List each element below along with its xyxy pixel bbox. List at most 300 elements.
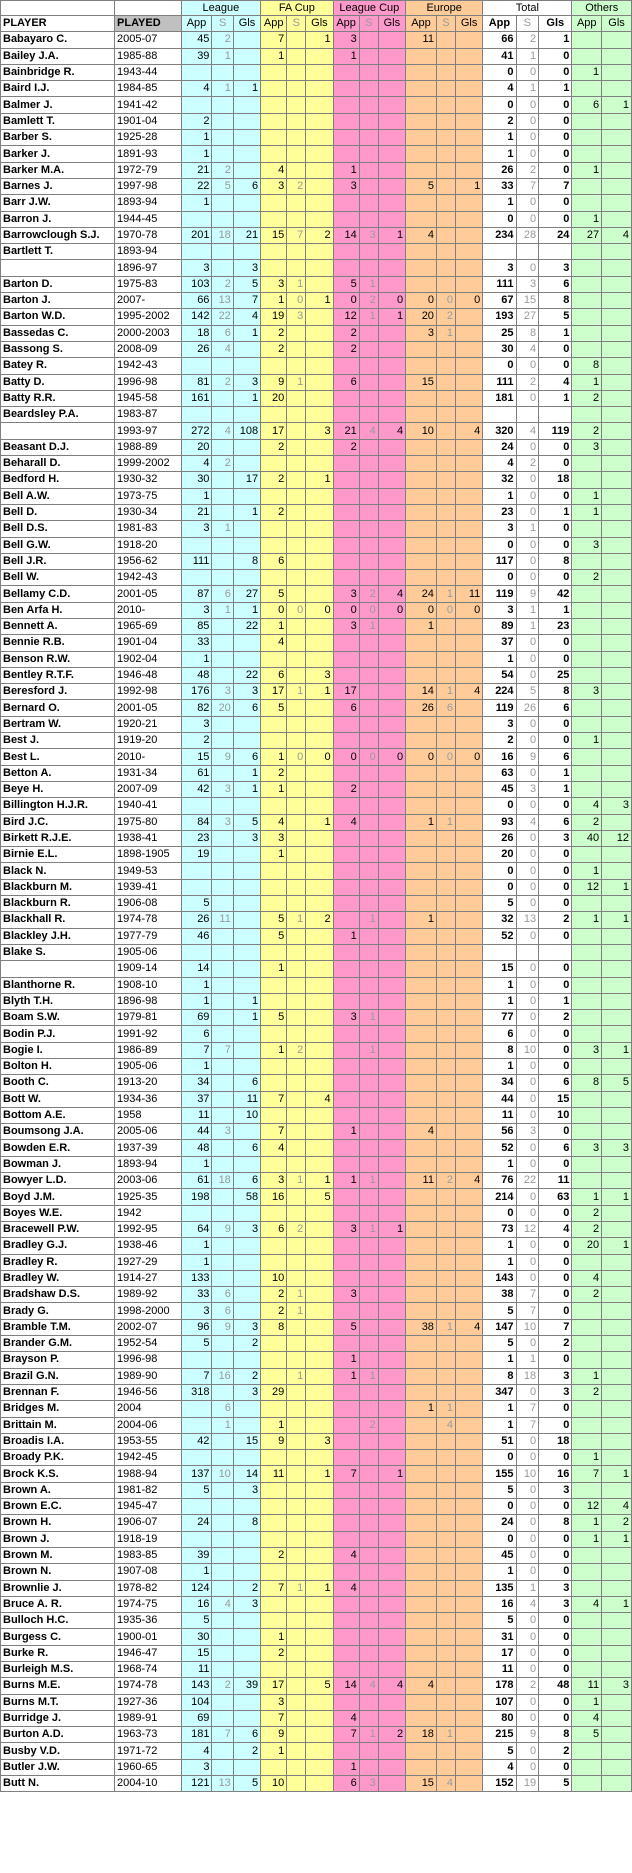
leaguecup-goals-cell xyxy=(378,521,405,537)
leaguecup-subs-cell xyxy=(359,472,378,488)
total-app-cell: 11 xyxy=(483,1107,516,1123)
europe-app-cell xyxy=(406,1759,437,1775)
facup-subs-cell xyxy=(287,553,306,569)
others-goals-cell xyxy=(602,276,632,292)
europe-goals-cell xyxy=(455,1254,482,1270)
league-goals-cell: 1 xyxy=(233,1010,260,1026)
played-years-cell: 1934-36 xyxy=(115,1091,182,1107)
leaguecup-subs-cell xyxy=(359,456,378,472)
league-subs-cell: 6 xyxy=(212,1401,233,1417)
table-row xyxy=(1,944,632,960)
leaguecup-subs-cell xyxy=(359,1613,378,1629)
facup-goals-cell: 2 xyxy=(306,912,333,928)
facup-goals-cell xyxy=(306,1221,333,1237)
others-goals-cell: 1 xyxy=(602,1189,632,1205)
facup-goals-cell xyxy=(306,896,333,912)
table-row xyxy=(1,879,632,895)
others-goals-cell xyxy=(602,716,632,732)
facup-subs-cell xyxy=(287,1010,306,1026)
played-years-cell: 1999-2002 xyxy=(115,456,182,472)
total-app-cell: 0 xyxy=(483,1205,516,1221)
facup-app-cell xyxy=(261,1238,287,1254)
facup-app-cell xyxy=(261,1107,287,1123)
leaguecup-subs-cell xyxy=(359,1303,378,1319)
others-goals-cell xyxy=(602,1727,632,1743)
total-subs-cell: 7 xyxy=(516,1303,539,1319)
total-subs-cell: 1 xyxy=(516,602,539,618)
header-lcup-s: S xyxy=(359,16,378,32)
europe-app-cell: 1 xyxy=(406,1401,437,1417)
played-years-cell: 1919-20 xyxy=(115,733,182,749)
total-goals-cell: 23 xyxy=(539,618,572,634)
total-goals-cell: 6 xyxy=(539,814,572,830)
leaguecup-goals-cell xyxy=(378,504,405,520)
table-row xyxy=(1,570,632,586)
league-goals-cell: 6 xyxy=(233,1727,260,1743)
played-years-cell: 2008-09 xyxy=(115,341,182,357)
others-app-cell: 4 xyxy=(572,1270,602,1286)
facup-subs-cell xyxy=(287,1091,306,1107)
facup-goals-cell xyxy=(306,309,333,325)
leaguecup-goals-cell: 0 xyxy=(378,293,405,309)
total-app-cell: 38 xyxy=(483,1287,516,1303)
facup-goals-cell xyxy=(306,1417,333,1433)
leaguecup-subs-cell xyxy=(359,1482,378,1498)
europe-subs-cell xyxy=(436,1042,455,1058)
others-goals-cell xyxy=(602,64,632,80)
played-years-cell: 1935-36 xyxy=(115,1613,182,1629)
others-app-cell: 4 xyxy=(572,798,602,814)
leaguecup-app-cell: 7 xyxy=(333,1727,359,1743)
table-row xyxy=(1,1319,632,1335)
others-goals-cell xyxy=(602,244,632,260)
others-goals-cell xyxy=(602,1091,632,1107)
league-app-cell: 1 xyxy=(181,195,212,211)
total-app-cell: 1 xyxy=(483,488,516,504)
played-years-cell: 1989-92 xyxy=(115,1287,182,1303)
others-goals-cell: 4 xyxy=(602,227,632,243)
table-row xyxy=(1,1661,632,1677)
player-name-cell: Burns M.E. xyxy=(1,1678,115,1694)
others-goals-cell xyxy=(602,847,632,863)
leaguecup-app-cell xyxy=(333,1433,359,1449)
total-goals-cell: 3 xyxy=(539,830,572,846)
total-goals-cell: 0 xyxy=(539,1645,572,1661)
facup-goals-cell: 1 xyxy=(306,1466,333,1482)
facup-subs-cell xyxy=(287,635,306,651)
leaguecup-app-cell xyxy=(333,961,359,977)
player-name-cell: Betton A. xyxy=(1,765,115,781)
total-app-cell: 1 xyxy=(483,651,516,667)
others-goals-cell xyxy=(602,1759,632,1775)
others-app-cell xyxy=(572,749,602,765)
leaguecup-goals-cell xyxy=(378,1613,405,1629)
leaguecup-app-cell xyxy=(333,1499,359,1515)
europe-app-cell xyxy=(406,1254,437,1270)
player-name-cell: Boyes W.E. xyxy=(1,1205,115,1221)
total-app-cell: 5 xyxy=(483,1743,516,1759)
league-goals-cell: 2 xyxy=(233,1336,260,1352)
facup-app-cell xyxy=(261,1515,287,1531)
total-app-cell: 0 xyxy=(483,1531,516,1547)
facup-subs-cell xyxy=(287,456,306,472)
leaguecup-subs-cell: 1 xyxy=(359,912,378,928)
table-row xyxy=(1,1678,632,1694)
league-goals-cell xyxy=(233,32,260,48)
league-goals-cell xyxy=(233,1645,260,1661)
leaguecup-app-cell xyxy=(333,211,359,227)
others-goals-cell xyxy=(602,341,632,357)
leaguecup-subs-cell xyxy=(359,1433,378,1449)
total-subs-cell: 0 xyxy=(516,1450,539,1466)
league-app-cell: 45 xyxy=(181,32,212,48)
player-name-cell: Barron J. xyxy=(1,211,115,227)
facup-subs-cell xyxy=(287,146,306,162)
player-name-cell: Bogie I. xyxy=(1,1042,115,1058)
facup-subs-cell xyxy=(287,341,306,357)
facup-app-cell: 4 xyxy=(261,635,287,651)
leaguecup-app-cell: 17 xyxy=(333,684,359,700)
total-app-cell: 1 xyxy=(483,993,516,1009)
europe-app-cell: 1 xyxy=(406,814,437,830)
played-years-cell: 1974-78 xyxy=(115,1678,182,1694)
played-years-cell: 1986-89 xyxy=(115,1042,182,1058)
table-body xyxy=(1,32,632,1792)
total-subs-cell: 27 xyxy=(516,309,539,325)
total-subs-cell: 4 xyxy=(516,814,539,830)
facup-app-cell: 9 xyxy=(261,1433,287,1449)
others-app-cell xyxy=(572,1743,602,1759)
player-name-cell: Blyth T.H. xyxy=(1,993,115,1009)
others-app-cell xyxy=(572,309,602,325)
league-subs-cell: 3 xyxy=(212,1124,233,1140)
total-app-cell: 1 xyxy=(483,146,516,162)
others-goals-cell xyxy=(602,456,632,472)
league-app-cell: 30 xyxy=(181,472,212,488)
league-subs-cell xyxy=(212,1433,233,1449)
others-goals-cell xyxy=(602,32,632,48)
europe-app-cell xyxy=(406,1352,437,1368)
league-goals-cell: 3 xyxy=(233,1384,260,1400)
total-subs-cell: 0 xyxy=(516,765,539,781)
player-name-cell: Bertram W. xyxy=(1,716,115,732)
facup-goals-cell xyxy=(306,1629,333,1645)
total-app-cell: 119 xyxy=(483,700,516,716)
player-name-cell: Billington H.J.R. xyxy=(1,798,115,814)
leaguecup-subs-cell xyxy=(359,488,378,504)
europe-goals-cell xyxy=(455,1694,482,1710)
total-goals-cell: 8 xyxy=(539,553,572,569)
europe-app-cell: 0 xyxy=(406,749,437,765)
player-name-cell: Barber S. xyxy=(1,130,115,146)
total-subs-cell: 0 xyxy=(516,1336,539,1352)
total-goals-cell: 8 xyxy=(539,1515,572,1531)
group-header-total: Total xyxy=(483,1,572,16)
facup-subs-cell xyxy=(287,521,306,537)
league-goals-cell: 39 xyxy=(233,1678,260,1694)
leaguecup-subs-cell xyxy=(359,570,378,586)
league-subs-cell xyxy=(212,195,233,211)
others-app-cell: 12 xyxy=(572,1499,602,1515)
player-name-cell: Beardsley P.A. xyxy=(1,407,115,423)
facup-goals-cell xyxy=(306,1319,333,1335)
total-goals-cell: 0 xyxy=(539,879,572,895)
table-row xyxy=(1,1466,632,1482)
europe-subs-cell xyxy=(436,733,455,749)
played-years-cell: 1988-94 xyxy=(115,1466,182,1482)
league-subs-cell xyxy=(212,1205,233,1221)
total-app-cell: 67 xyxy=(483,293,516,309)
leaguecup-subs-cell xyxy=(359,374,378,390)
table-row xyxy=(1,162,632,178)
league-goals-cell: 3 xyxy=(233,1319,260,1335)
facup-subs-cell xyxy=(287,1238,306,1254)
league-goals-cell: 1 xyxy=(233,504,260,520)
total-goals-cell: 4 xyxy=(539,1221,572,1237)
leaguecup-subs-cell xyxy=(359,1743,378,1759)
leaguecup-app-cell xyxy=(333,244,359,260)
league-app-cell xyxy=(181,570,212,586)
total-goals-cell: 8 xyxy=(539,684,572,700)
total-goals-cell: 0 xyxy=(539,1450,572,1466)
leaguecup-app-cell xyxy=(333,1336,359,1352)
player-name-cell: Bassong S. xyxy=(1,341,115,357)
total-subs-cell: 26 xyxy=(516,700,539,716)
facup-app-cell: 7 xyxy=(261,1580,287,1596)
played-years-cell: 1925-35 xyxy=(115,1189,182,1205)
table-row xyxy=(1,1156,632,1172)
facup-goals-cell: 1 xyxy=(306,293,333,309)
table-row xyxy=(1,1710,632,1726)
player-name-cell: Brander G.M. xyxy=(1,1336,115,1352)
others-goals-cell xyxy=(602,700,632,716)
others-app-cell: 3 xyxy=(572,1042,602,1058)
others-goals-cell: 1 xyxy=(602,1531,632,1547)
others-goals-cell xyxy=(602,1270,632,1286)
others-app-cell xyxy=(572,651,602,667)
leaguecup-app-cell xyxy=(333,537,359,553)
table-row xyxy=(1,847,632,863)
europe-goals-cell xyxy=(455,1727,482,1743)
facup-goals-cell xyxy=(306,1547,333,1563)
league-subs-cell xyxy=(212,1384,233,1400)
played-years-cell: 1989-90 xyxy=(115,1368,182,1384)
europe-goals-cell xyxy=(455,1107,482,1123)
europe-subs-cell xyxy=(436,162,455,178)
total-goals-cell: 0 xyxy=(539,1401,572,1417)
leaguecup-app-cell xyxy=(333,407,359,423)
facup-goals-cell xyxy=(306,1613,333,1629)
europe-app-cell: 38 xyxy=(406,1319,437,1335)
others-app-cell xyxy=(572,1026,602,1042)
others-app-cell: 1 xyxy=(572,1368,602,1384)
others-app-cell xyxy=(572,1564,602,1580)
league-app-cell: 4 xyxy=(181,1743,212,1759)
europe-app-cell xyxy=(406,1075,437,1091)
leaguecup-goals-cell xyxy=(378,130,405,146)
facup-subs-cell: 1 xyxy=(287,1173,306,1189)
league-app-cell: 272 xyxy=(181,423,212,439)
others-goals-cell: 4 xyxy=(602,1499,632,1515)
player-name-cell: Bowyer L.D. xyxy=(1,1173,115,1189)
europe-subs-cell xyxy=(436,1694,455,1710)
others-app-cell xyxy=(572,928,602,944)
facup-app-cell xyxy=(261,195,287,211)
total-app-cell: 143 xyxy=(483,1270,516,1286)
total-goals-cell: 3 xyxy=(539,260,572,276)
others-app-cell xyxy=(572,1336,602,1352)
europe-app-cell xyxy=(406,146,437,162)
leaguecup-subs-cell xyxy=(359,1531,378,1547)
played-years-cell: 1981-82 xyxy=(115,1482,182,1498)
facup-subs-cell xyxy=(287,781,306,797)
league-app-cell xyxy=(181,407,212,423)
europe-subs-cell xyxy=(436,97,455,113)
leaguecup-app-cell: 4 xyxy=(333,1580,359,1596)
europe-subs-cell xyxy=(436,1710,455,1726)
league-subs-cell xyxy=(212,1613,233,1629)
leaguecup-app-cell xyxy=(333,1613,359,1629)
leaguecup-app-cell: 3 xyxy=(333,618,359,634)
leaguecup-subs-cell xyxy=(359,879,378,895)
others-app-cell xyxy=(572,896,602,912)
leaguecup-app-cell xyxy=(333,1482,359,1498)
europe-subs-cell xyxy=(436,211,455,227)
leaguecup-app-cell xyxy=(333,1564,359,1580)
leaguecup-subs-cell xyxy=(359,1450,378,1466)
europe-goals-cell: 0 xyxy=(455,293,482,309)
facup-subs-cell xyxy=(287,586,306,602)
europe-goals-cell xyxy=(455,1026,482,1042)
facup-app-cell xyxy=(261,863,287,879)
player-name-cell: Broadis I.A. xyxy=(1,1433,115,1449)
header-league-app: App xyxy=(181,16,212,32)
europe-app-cell xyxy=(406,1140,437,1156)
facup-goals-cell xyxy=(306,374,333,390)
leaguecup-goals-cell xyxy=(378,390,405,406)
league-app-cell: 26 xyxy=(181,912,212,928)
total-app-cell: 0 xyxy=(483,211,516,227)
europe-subs-cell xyxy=(436,1564,455,1580)
europe-goals-cell xyxy=(455,993,482,1009)
league-subs-cell: 1 xyxy=(212,81,233,97)
facup-goals-cell xyxy=(306,1042,333,1058)
total-goals-cell: 0 xyxy=(539,733,572,749)
total-app-cell: 1 xyxy=(483,1238,516,1254)
leaguecup-app-cell xyxy=(333,146,359,162)
others-app-cell xyxy=(572,407,602,423)
player-name-cell: Balmer J. xyxy=(1,97,115,113)
europe-subs-cell xyxy=(436,961,455,977)
facup-subs-cell xyxy=(287,1759,306,1775)
facup-app-cell xyxy=(261,1336,287,1352)
league-app-cell: 20 xyxy=(181,439,212,455)
others-app-cell xyxy=(572,781,602,797)
others-app-cell: 1 xyxy=(572,488,602,504)
europe-goals-cell xyxy=(455,765,482,781)
others-goals-cell xyxy=(602,1580,632,1596)
europe-app-cell xyxy=(406,113,437,129)
leaguecup-subs-cell xyxy=(359,896,378,912)
league-goals-cell: 3 xyxy=(233,260,260,276)
total-subs-cell: 0 xyxy=(516,1238,539,1254)
total-subs-cell: 0 xyxy=(516,977,539,993)
leaguecup-app-cell: 6 xyxy=(333,1776,359,1792)
europe-app-cell: 11 xyxy=(406,32,437,48)
others-app-cell: 4 xyxy=(572,1710,602,1726)
league-subs-cell: 16 xyxy=(212,1368,233,1384)
others-app-cell xyxy=(572,32,602,48)
league-goals-cell: 22 xyxy=(233,667,260,683)
others-goals-cell xyxy=(602,1482,632,1498)
total-goals-cell: 11 xyxy=(539,1173,572,1189)
total-goals-cell: 1 xyxy=(539,765,572,781)
europe-subs-cell xyxy=(436,635,455,651)
total-goals-cell: 8 xyxy=(539,1727,572,1743)
europe-subs-cell xyxy=(436,1499,455,1515)
facup-subs-cell xyxy=(287,423,306,439)
facup-app-cell: 2 xyxy=(261,765,287,781)
facup-subs-cell xyxy=(287,1124,306,1140)
table-row xyxy=(1,1531,632,1547)
facup-goals-cell xyxy=(306,521,333,537)
player-name-cell: Bamlett T. xyxy=(1,113,115,129)
europe-goals-cell xyxy=(455,716,482,732)
league-app-cell: 1 xyxy=(181,146,212,162)
facup-goals-cell xyxy=(306,1401,333,1417)
total-app-cell: 5 xyxy=(483,1482,516,1498)
total-subs-cell: 4 xyxy=(516,341,539,357)
facup-goals-cell xyxy=(306,830,333,846)
league-app-cell: 46 xyxy=(181,928,212,944)
others-goals-cell xyxy=(602,1107,632,1123)
leaguecup-subs-cell: 2 xyxy=(359,586,378,602)
europe-goals-cell xyxy=(455,1238,482,1254)
leaguecup-app-cell xyxy=(333,896,359,912)
leaguecup-subs-cell xyxy=(359,439,378,455)
total-app-cell: 0 xyxy=(483,537,516,553)
europe-app-cell xyxy=(406,358,437,374)
facup-app-cell: 15 xyxy=(261,227,287,243)
total-subs-cell: 0 xyxy=(516,130,539,146)
league-goals-cell xyxy=(233,863,260,879)
played-years-cell: 1963-73 xyxy=(115,1727,182,1743)
league-subs-cell: 18 xyxy=(212,227,233,243)
europe-goals-cell xyxy=(455,1140,482,1156)
played-years-cell: 1920-21 xyxy=(115,716,182,732)
total-app-cell: 17 xyxy=(483,1645,516,1661)
table-row xyxy=(1,64,632,80)
played-years-cell: 1960-65 xyxy=(115,1759,182,1775)
europe-subs-cell xyxy=(436,1384,455,1400)
table-row xyxy=(1,488,632,504)
leaguecup-subs-cell xyxy=(359,1694,378,1710)
total-app-cell: 89 xyxy=(483,618,516,634)
total-subs-cell: 0 xyxy=(516,1205,539,1221)
table-row xyxy=(1,781,632,797)
total-goals-cell: 2 xyxy=(539,1743,572,1759)
europe-subs-cell xyxy=(436,1678,455,1694)
facup-app-cell: 1 xyxy=(261,1417,287,1433)
league-subs-cell xyxy=(212,1759,233,1775)
league-app-cell: 161 xyxy=(181,390,212,406)
leaguecup-app-cell xyxy=(333,472,359,488)
others-app-cell: 3 xyxy=(572,439,602,455)
others-goals-cell xyxy=(602,1059,632,1075)
league-app-cell: 1 xyxy=(181,977,212,993)
facup-app-cell: 7 xyxy=(261,1710,287,1726)
facup-app-cell xyxy=(261,944,287,960)
